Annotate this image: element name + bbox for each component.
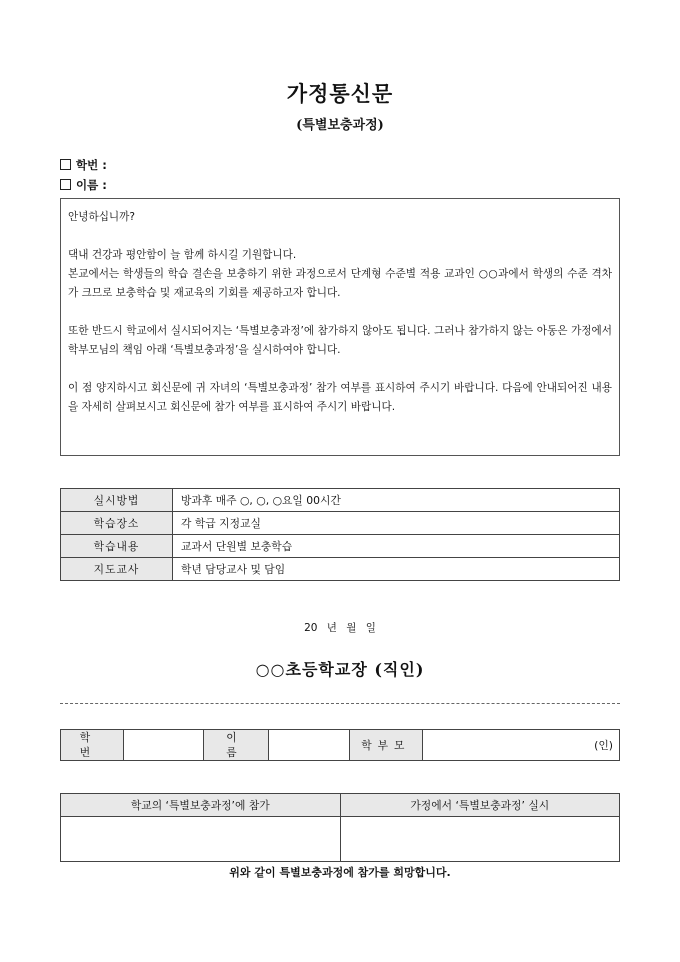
participation-choice-table: [60, 793, 620, 862]
closing-statement: 위와 같이 특별보충과정에 참가를 희망합니다.: [229, 866, 451, 879]
info-label: 학습내용: [61, 535, 173, 558]
info-label: 실시방법: [61, 489, 173, 512]
table-row: [61, 489, 620, 512]
home-option-header: 가정에서 ‘특별보충과정’ 실시: [340, 794, 619, 817]
date-line: 20 년 월 일: [304, 622, 376, 634]
program-info-table: [60, 488, 620, 581]
reply-name-input[interactable]: [269, 730, 349, 761]
table-row: [61, 794, 620, 817]
letter-paragraph-1-line-2: 본교에서는 학생들의 학습 결손을 보충하기 위한 과정으로서 단계형 수준별 적용 교과인 ○○과에서 학생의 수준 격차가 크므로 보충학습 및 재교육의 기회를 제공하고자 합니다.: [68, 268, 612, 299]
reply-form-table: [60, 729, 620, 761]
reply-name-label: 이 름: [204, 730, 269, 761]
info-value: 교과서 단원별 보충학습: [173, 535, 620, 558]
letter-greeting: 안녕하십니까?: [68, 211, 136, 223]
reply-student-number-label: 학 번: [61, 730, 124, 761]
home-option-mark-cell[interactable]: [340, 817, 619, 862]
document-title: 가정통신문: [286, 81, 394, 106]
info-label: 학습장소: [61, 512, 173, 535]
student-name-field: [60, 177, 107, 193]
table-row: [61, 535, 620, 558]
reply-parent-seal-field[interactable]: (인): [422, 730, 619, 761]
letter-paragraph-1: [68, 246, 612, 303]
letter-paragraph-3: 이 점 양지하시고 회신문에 귀 자녀의 ‘특별보충과정’ 참가 여부를 표시하여 주시기 바랍니다. 다음에 안내되어진 내용을 자세히 살펴보시고 회신문에 참가 여부를 표시하여 주시기 바랍니다.: [68, 382, 612, 413]
info-value: 각 학급 지정교실: [173, 512, 620, 535]
cut-line-divider: [60, 703, 620, 704]
checkbox-square-icon: [60, 179, 71, 190]
letter-paragraph-2: 또한 반드시 학교에서 실시되어지는 ‘특별보충과정’에 참가하지 않아도 됩니다. 그러나 참가하지 않는 아동은 가정에서 학부모님의 책임 아래 ‘특별보충과정’을 실시하여야 합니다.: [68, 325, 612, 356]
table-row: [61, 817, 620, 862]
student-number-field: [60, 157, 107, 173]
info-label: 지도교사: [61, 558, 173, 581]
principal-signature: ○○초등학교장 (직인): [255, 660, 425, 679]
school-option-mark-cell[interactable]: [61, 817, 341, 862]
letter-paragraph-1-line-1: 댁내 건강과 평안함이 늘 함께 하시길 기원합니다.: [68, 249, 297, 261]
info-value: 방과후 매주 ○, ○, ○요일 00시간: [173, 489, 620, 512]
reply-student-number-input[interactable]: [124, 730, 204, 761]
table-row: [61, 730, 620, 761]
school-option-header: 학교의 ‘특별보충과정’에 참가: [61, 794, 341, 817]
table-row: [61, 558, 620, 581]
checkbox-square-icon: [60, 159, 71, 170]
table-row: [61, 512, 620, 535]
reply-parent-label: 학부모: [349, 730, 422, 761]
document-subtitle: (특별보충과정): [296, 118, 384, 133]
letter-body: [60, 198, 620, 456]
student-number-label: 학번 :: [76, 158, 107, 172]
info-value: 학년 담당교사 및 담임: [173, 558, 620, 581]
student-name-label: 이름 :: [76, 178, 107, 192]
